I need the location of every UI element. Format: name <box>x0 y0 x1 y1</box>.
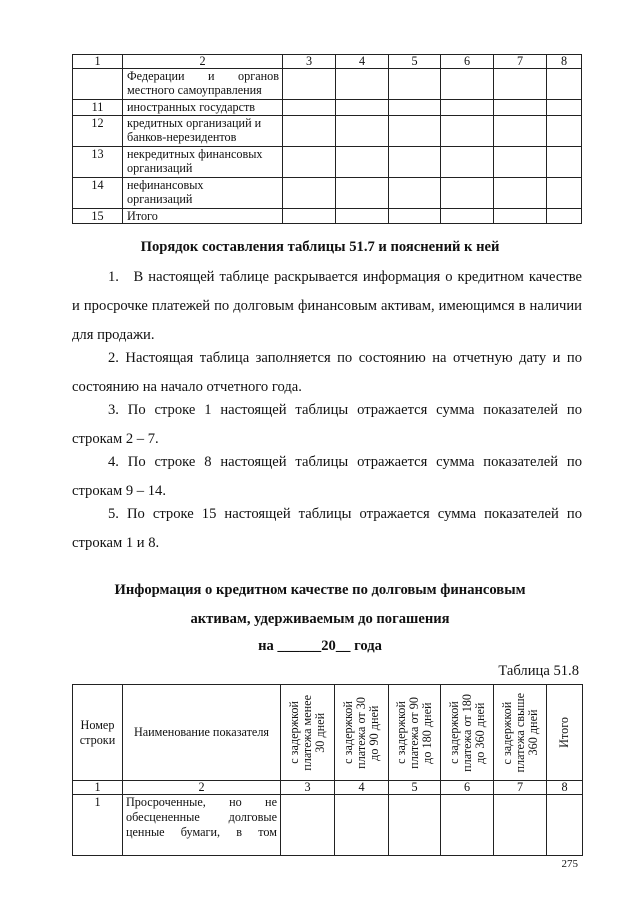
header-delay-under-30: с задержкой платежа менее 30 дней <box>287 694 327 771</box>
paragraph-2: 2. Настоящая таблица заполняется по состоянию на отчетную дату и по состоянию на начало отчетного года. <box>72 350 582 395</box>
row-number: 15 <box>73 209 123 224</box>
table-caption: Таблица 51.8 <box>498 663 579 679</box>
paragraph-1: 1. В настоящей таблице раскрывается информация о кредитном качестве и просрочке платежей по долговым финансовым активам, имеющимся в наличии для продажи. <box>72 269 582 343</box>
row-number: 1 <box>73 795 123 856</box>
table-51-8 <box>72 684 583 856</box>
header-cell <box>494 685 547 781</box>
header-total: Итого <box>557 717 571 748</box>
table-title-line-2: активам, удерживаемым до погашения <box>190 611 450 627</box>
row-name: Федерации и органов местного самоуправления <box>123 69 283 100</box>
section-title: Порядок составления таблицы 51.7 и пояснений к ней <box>140 239 500 255</box>
column-number: 3 <box>281 781 335 795</box>
column-number: 5 <box>389 55 441 69</box>
column-number: 1 <box>73 55 123 69</box>
column-number: 3 <box>283 55 336 69</box>
row-name: иностранных государств <box>123 100 283 116</box>
row-number <box>73 69 123 100</box>
page-number: 275 <box>561 858 578 870</box>
table-51-7-continuation <box>72 54 582 224</box>
table-header-row <box>73 55 582 69</box>
header-delay-30-90: с задержкой платежа от 30 до 90 дней <box>341 696 381 769</box>
header-cell <box>335 685 389 781</box>
row-number: 14 <box>73 178 123 209</box>
column-number: 7 <box>494 55 547 69</box>
column-number: 4 <box>335 781 389 795</box>
table-row <box>73 100 582 116</box>
row-number: 11 <box>73 100 123 116</box>
column-number: 8 <box>547 781 583 795</box>
header-delay-180-360: с задержкой платежа от 180 до 360 дней <box>446 693 487 772</box>
paragraph-5: 5. По строке 15 настоящей таблицы отражается сумма показателей по строкам 1 и 8. <box>72 506 582 551</box>
row-name: кредитных организаций и банков-нерезидентов <box>123 116 283 147</box>
row-name: Просроченные, но не обесцененные долговые ценные бумаги, в том <box>123 795 281 856</box>
paragraph-4: 4. По строке 8 настоящей таблицы отражается сумма показателей по строкам 9 – 14. <box>72 454 582 499</box>
paragraph-3: 3. По строке 1 настоящей таблицы отражается сумма показателей по строкам 2 – 7. <box>72 402 582 447</box>
table-row <box>73 116 582 147</box>
row-name: Итого <box>123 209 283 224</box>
table-row <box>73 178 582 209</box>
column-number: 7 <box>494 781 547 795</box>
table-row <box>73 147 582 178</box>
row-number: 12 <box>73 116 123 147</box>
row-name: некредитных финансовых организаций <box>123 147 283 178</box>
column-number: 6 <box>441 781 494 795</box>
table-row <box>73 69 582 100</box>
column-number: 4 <box>336 55 389 69</box>
header-cell <box>389 685 441 781</box>
column-number: 2 <box>123 781 281 795</box>
column-number: 2 <box>123 55 283 69</box>
table-header-row <box>73 685 583 781</box>
column-number: 6 <box>441 55 494 69</box>
column-number-row <box>73 781 583 795</box>
column-number: 1 <box>73 781 123 795</box>
row-number: 13 <box>73 147 123 178</box>
table-title-line-1: Информация о кредитном качестве по долговым финансовым <box>114 582 526 598</box>
header-cell <box>441 685 494 781</box>
header-indicator-name: Наименование показателя <box>123 685 281 781</box>
header-cell <box>547 685 583 781</box>
row-name: нефинансовых организаций <box>123 178 283 209</box>
table-row <box>73 795 583 856</box>
table-row <box>73 209 582 224</box>
header-cell <box>281 685 335 781</box>
header-row-number: Номер строки <box>73 685 123 781</box>
column-number: 8 <box>547 55 582 69</box>
header-delay-over-360: с задержкой платежа свыше 360 дней <box>499 692 540 773</box>
report-date-line: на ______20__ года <box>258 638 382 654</box>
column-number: 5 <box>389 781 441 795</box>
header-delay-90-180: с задержкой платежа от 90 до 180 дней <box>394 696 434 769</box>
